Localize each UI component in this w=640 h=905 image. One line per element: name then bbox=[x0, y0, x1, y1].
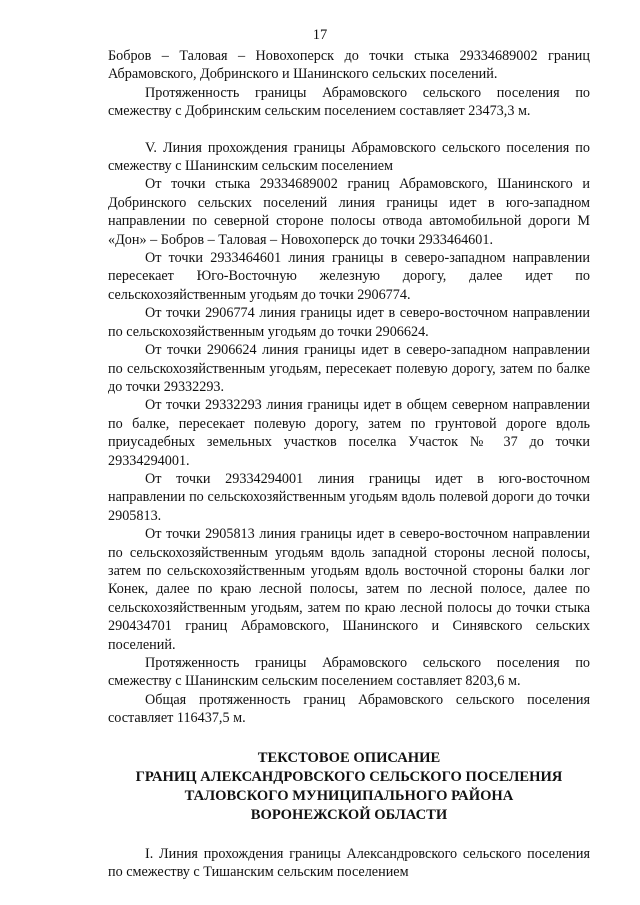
heading-line: ТЕКСТОВОЕ ОПИСАНИЕ bbox=[257, 749, 441, 766]
heading-line: ВОРОНЕЖСКОЙ ОБЛАСТИ bbox=[250, 806, 448, 823]
spacer bbox=[108, 121, 590, 139]
section-v-paragraph: От точки 2906624 линия границы идет в северо-западном направлении по сельскохозяйственным угодьям, пересекает полевую дорогу, затем по балке до точки 29332293. bbox=[108, 342, 590, 395]
section-v-title: V. Линия прохождения границы Абрамовского сельского поселения по смежеству с Шанинским сельским поселением bbox=[108, 139, 590, 175]
heading-line: ГРАНИЦ АЛЕКСАНДРОВСКОГО СЕЛЬСКОГО ПОСЕЛЕНИЯ bbox=[135, 768, 563, 785]
document-body bbox=[108, 47, 590, 881]
paragraph-length-dobrinsky: Протяженность границы Абрамовского сельского поселения по смежеству с Добринским сельским поселением составляет 23473,3 м. bbox=[108, 84, 590, 120]
section-v-paragraph: От точки 2906774 линия границы идет в северо-восточном направлении по сельскохозяйственным угодьям до точки 2906624. bbox=[108, 305, 590, 340]
total-length: Общая протяженность границ Абрамовского сельского поселения составляет 116437,5 м. bbox=[108, 691, 590, 727]
section-v-paragraph: От точки 29332293 линия границы идет в общем северном направлении по балке, пересекает полевую дорогу, затем по грунтовой дороге вдоль приусадебных земельных участков поселка Участок № 37 до точки 29334294001. bbox=[108, 397, 590, 469]
spacer bbox=[108, 825, 590, 845]
section-v-paragraph: От точки стыка 29334689002 границ Абрамовского, Шанинского и Добринского сельских поселений линия границы идет в юго-западном направлении по северной стороне полосы отвода автомобильной дороги М «Дон» – Бобров – Таловая – Новохоперск до точки 2933464601. bbox=[108, 176, 590, 248]
section-i-title: I. Линия прохождения границы Александровского сельского поселения по смежеству с Тишанским сельским поселением bbox=[108, 845, 590, 881]
heading-line: ТАЛОВСКОГО МУНИЦИПАЛЬНОГО РАЙОНА bbox=[184, 787, 514, 804]
section-v-length: Протяженность границы Абрамовского сельского поселения по смежеству с Шанинским сельским поселением составляет 8203,6 м. bbox=[108, 655, 590, 690]
section-v-paragraph: От точки 29334294001 линия границы идет в юго-восточном направлении по сельскохозяйственным угодьям вдоль полевой дороги до точки 2905813. bbox=[108, 470, 590, 524]
paragraph-continuation: Бобров – Таловая – Новохоперск до точки стыка 29334689002 границ Абрамовского, Добринского и Шанинского сельских поселений. bbox=[108, 48, 590, 83]
section-v-paragraph: От точки 2905813 линия границы идет в северо-восточном направлении по сельскохозяйственным угодьям вдоль западной стороны лесной полосы, затем по сельскохозяйственным угодьям вдоль восточной стороны балки лог Конек, далее по краю лесной полосы, затем по лесной полосе, далее по сельскохозяйственным угодьям, затем по краю лесной полосы до точки стыка 290434701 границ Абрамовского, Шанинского и Синявского сельских поселений. bbox=[108, 526, 590, 653]
page-number: 17 bbox=[312, 27, 328, 43]
document-heading bbox=[108, 749, 590, 825]
section-v-paragraph: От точки 2933464601 линия границы в северо-западном направлении пересекает Юго-Восточную железную дорогу, далее идет по сельскохозяйственным угодьям до точки 2906774. bbox=[108, 250, 590, 303]
